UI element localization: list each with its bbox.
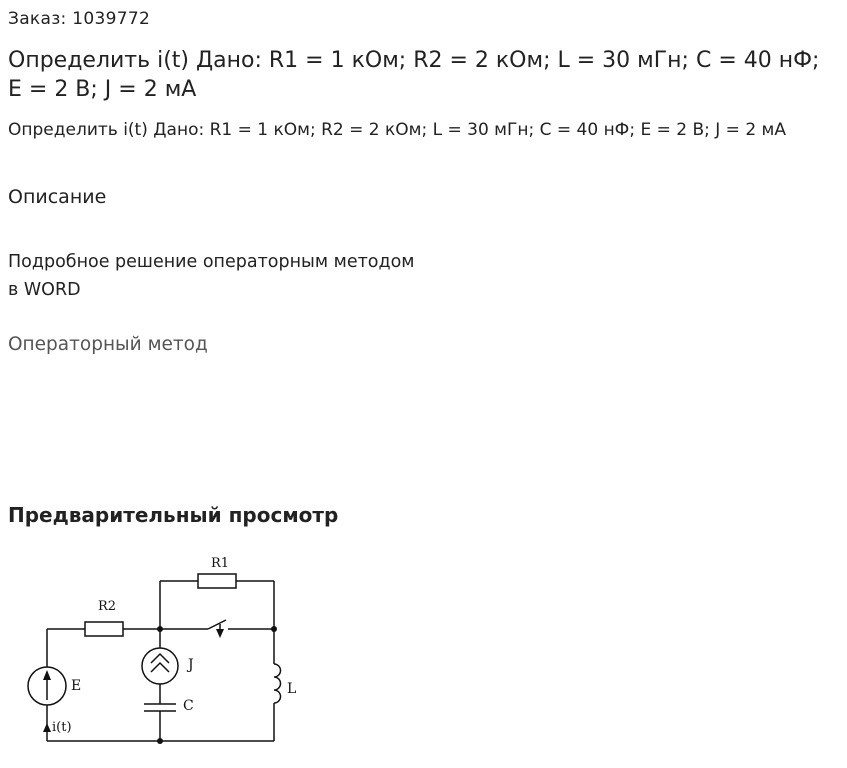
inductor-symbol	[274, 664, 281, 703]
junction-node	[271, 626, 277, 632]
switch-blade	[208, 620, 226, 629]
circuit-preview-image[interactable]	[0, 545, 310, 754]
label-e: E	[71, 678, 82, 694]
product-subtitle: Определить i(t) Дано: R1 = 1 кОм; R2 = 2 кОм; L = 30 мГн; C = 40 нФ; E = 2 В; J = 2 мА	[8, 120, 786, 140]
voltage-arrow-icon	[43, 670, 51, 680]
current-arrow-icon	[43, 723, 51, 732]
label-r1: R1	[211, 556, 230, 571]
description-line-2: в WORD	[8, 280, 81, 300]
label-r2: R2	[98, 599, 117, 614]
label-j: J	[188, 657, 194, 673]
label-i: i(t)	[52, 720, 72, 735]
preview-heading: Предварительный просмотр	[8, 503, 339, 527]
tag-link-operator-method[interactable]: Операторный метод	[8, 334, 208, 355]
switch-arrow-icon	[216, 629, 224, 638]
description-line-1: Подробное решение операторным методом	[8, 252, 415, 272]
order-number: Заказ: 1039772	[8, 9, 151, 29]
circuit-diagram	[0, 545, 310, 750]
label-l: L	[287, 681, 297, 697]
resistor-r2-symbol	[85, 622, 123, 636]
description-text	[8, 248, 468, 304]
junction-node	[157, 626, 163, 632]
description-heading: Описание	[8, 186, 107, 208]
label-c: C	[183, 698, 194, 714]
product-title: Определить i(t) Дано: R1 = 1 кОм; R2 = 2 кОм; L = 30 мГн; C = 40 нФ; E = 2 В; J = 2 мА	[8, 48, 820, 102]
resistor-r1-symbol	[198, 574, 236, 588]
junction-node	[157, 738, 163, 744]
